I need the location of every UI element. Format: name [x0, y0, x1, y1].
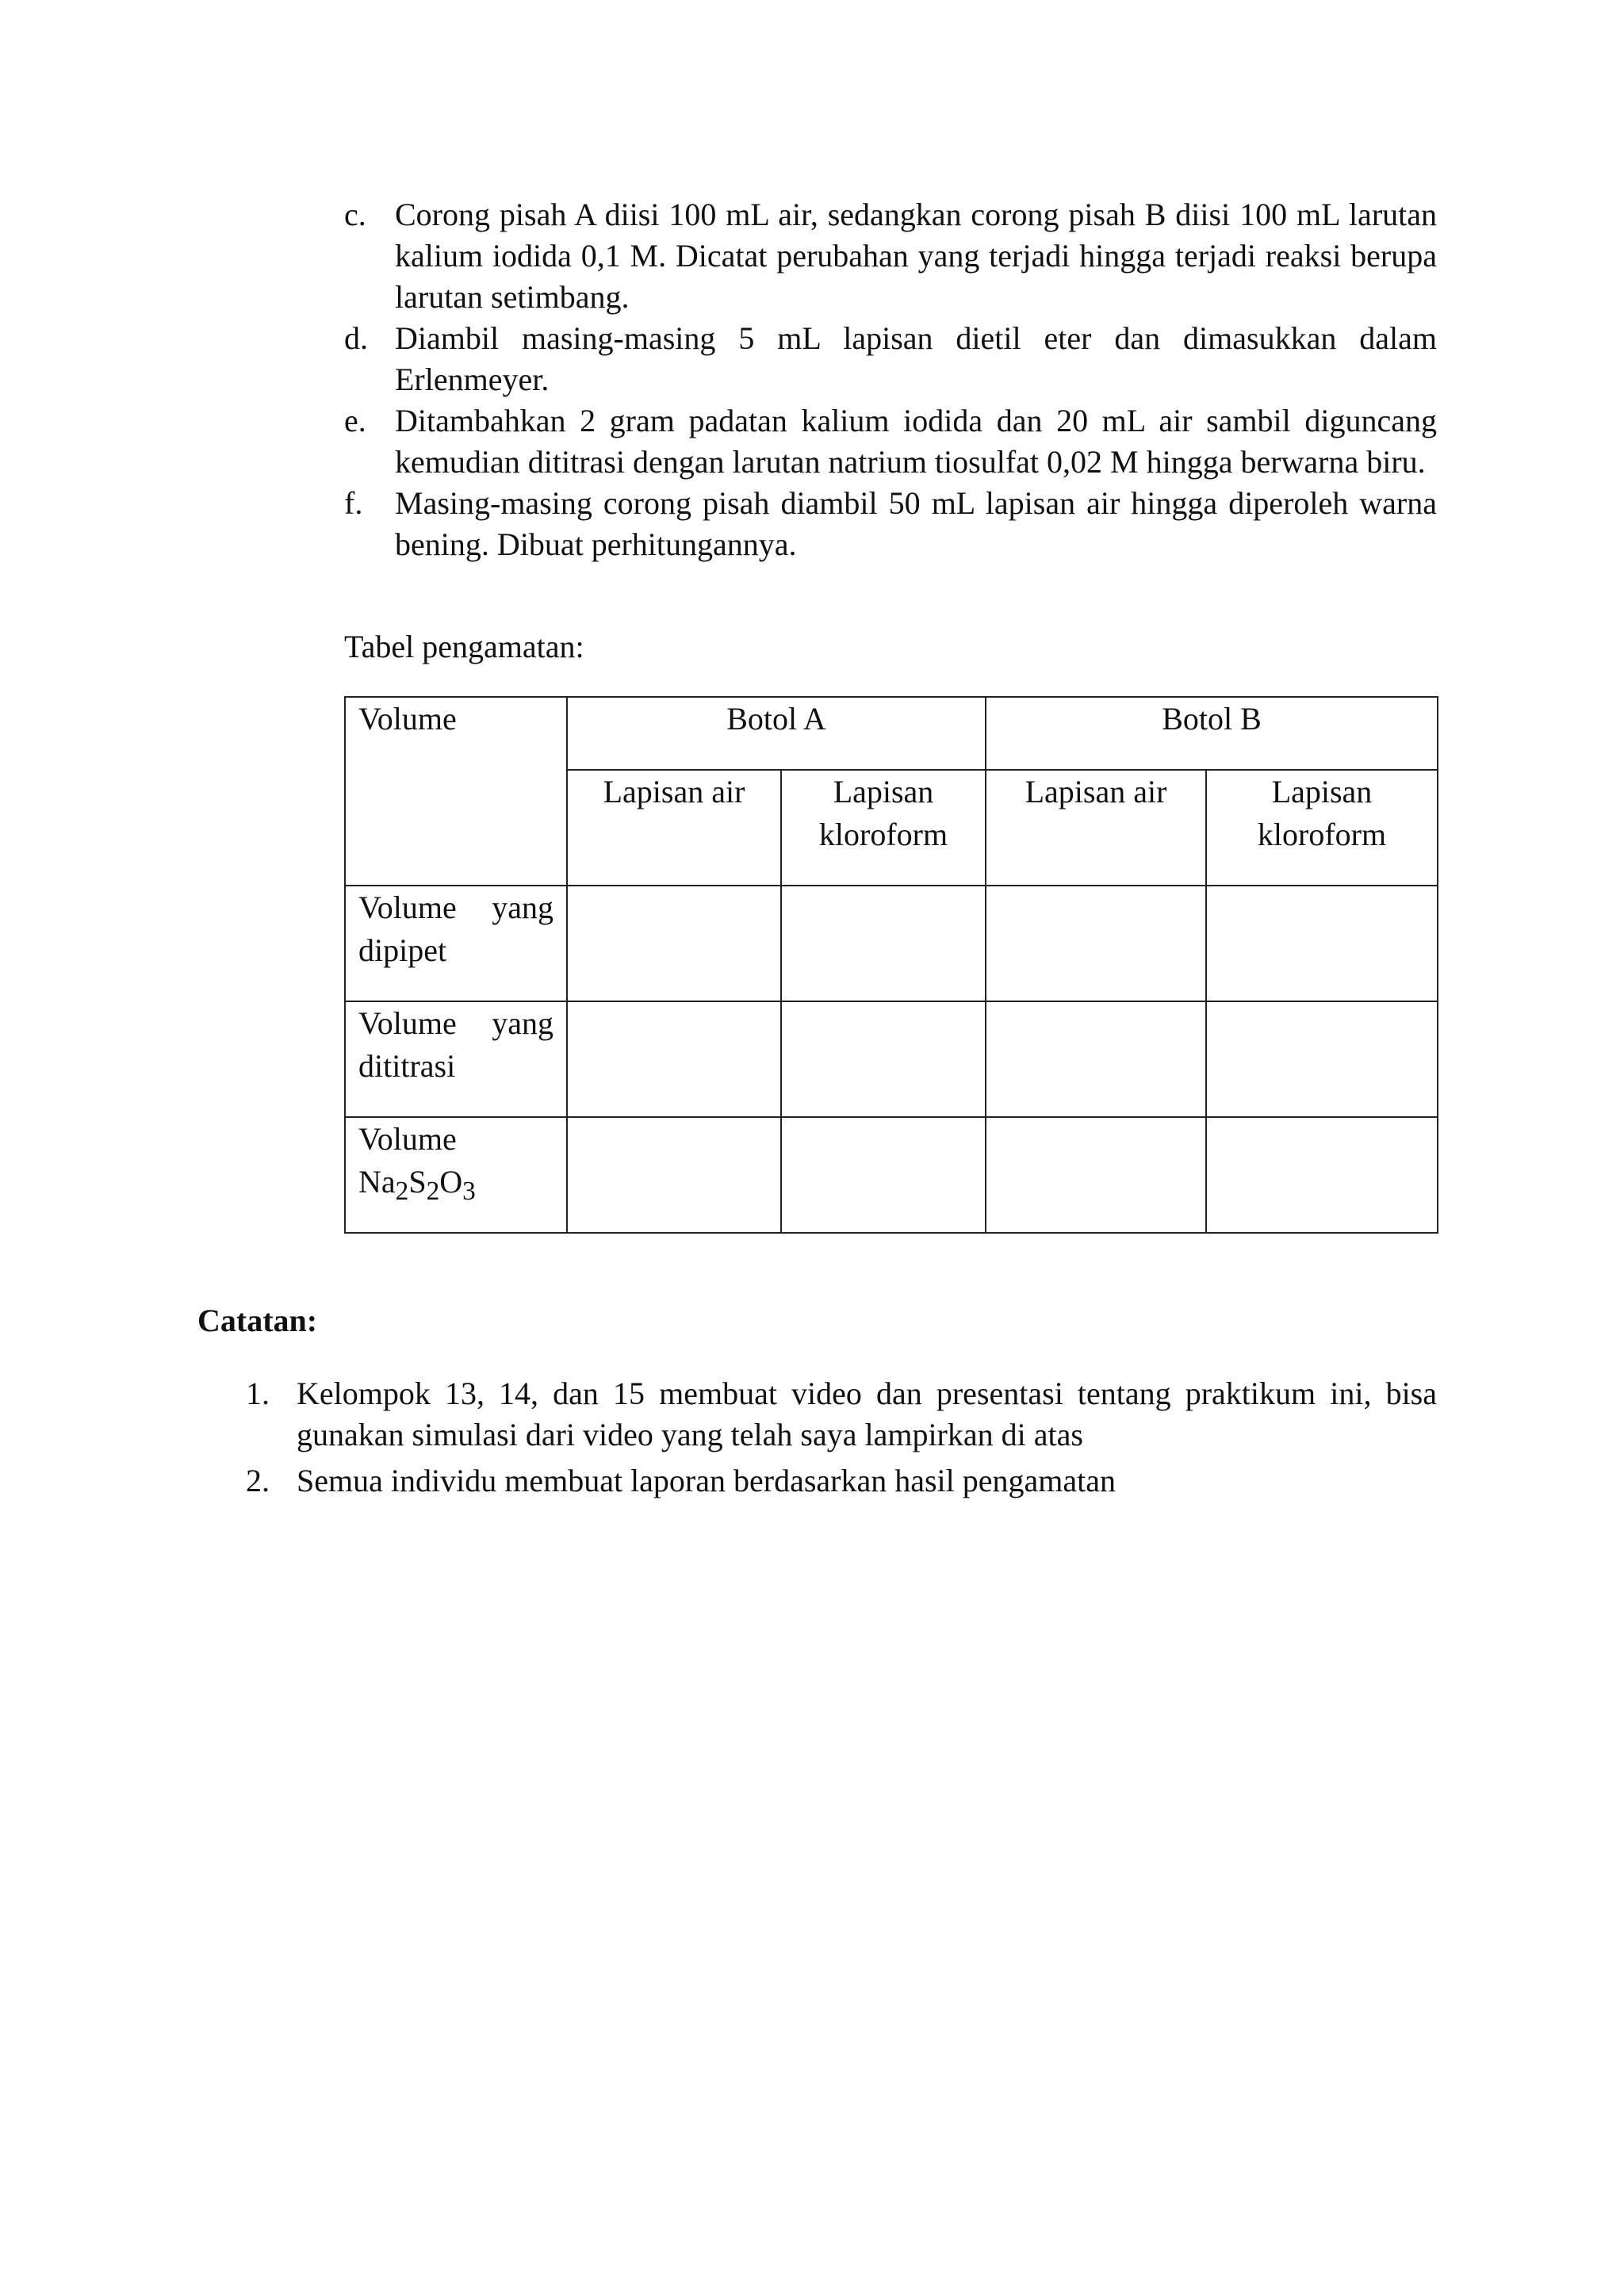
corner-header: Volume — [358, 701, 457, 737]
step-text: Diambil masing-masing 5 mL lapisan dietil eter dan dimasukkan dalam Erlenmeyer. — [395, 320, 1437, 397]
row-label: Volume yang dititrasi — [358, 1005, 553, 1084]
group-header-botol-a: Botol A — [567, 697, 986, 770]
procedure-list — [344, 194, 1437, 565]
table-row — [345, 886, 1438, 1001]
step-marker: c. — [344, 197, 366, 232]
observation-table — [344, 696, 1438, 1234]
procedure-step-c — [344, 194, 1437, 318]
table-cell — [986, 886, 1206, 1001]
note-text: Kelompok 13, 14, dan 15 membuat video dan presentasi tentang praktikum ini, bisa gunakan simulasi dari video yang telah saya lampirkan di atas — [297, 1376, 1437, 1452]
step-marker: d. — [344, 320, 368, 356]
subheader-cell: Lapisan kloroform — [1206, 770, 1438, 886]
table-cell — [567, 1001, 781, 1117]
note-item — [246, 1373, 1437, 1456]
table-cell — [1206, 886, 1438, 1001]
table-cell — [1206, 1117, 1438, 1233]
table-cell — [986, 1117, 1206, 1233]
note-item — [246, 1460, 1437, 1502]
notes-list — [246, 1373, 1437, 1506]
procedure-step-f — [344, 483, 1437, 565]
note-marker: 1. — [246, 1376, 270, 1411]
table-caption: Tabel pengamatan: — [344, 629, 584, 664]
row-label-cell — [345, 1117, 567, 1233]
note-marker: 2. — [246, 1463, 270, 1498]
subheader-cell: Lapisan kloroform — [781, 770, 986, 886]
table-cell — [781, 886, 986, 1001]
table-cell — [567, 1117, 781, 1233]
table-cell — [781, 1001, 986, 1117]
row-label-cell — [345, 886, 567, 1001]
step-marker: e. — [344, 403, 366, 438]
table-cell — [986, 1001, 1206, 1117]
row-label-cell — [345, 1001, 567, 1117]
subheader-cell: Lapisan air — [986, 770, 1206, 886]
corner-header-cell — [345, 697, 567, 886]
notes-heading: Catatan: — [197, 1303, 318, 1338]
table-row — [345, 1001, 1438, 1117]
step-text: Corong pisah A diisi 100 mL air, sedangkan corong pisah B diisi 100 mL larutan kalium iodida 0,1 M. Dicatat perubahan yang terjadi hingga terjadi reaksi berupa larutan setimbang. — [395, 197, 1437, 315]
table-cell — [1206, 1001, 1438, 1117]
step-marker: f. — [344, 485, 363, 521]
subheader-cell: Lapisan air — [567, 770, 781, 886]
row-label: Volume — [358, 1121, 457, 1157]
step-text: Masing-masing corong pisah diambil 50 mL lapisan air hingga diperoleh warna bening. Dibuat perhitungannya. — [395, 485, 1437, 562]
table-cell — [567, 886, 781, 1001]
table-row — [345, 1117, 1438, 1233]
row-label: Volume yang dipipet — [358, 890, 553, 968]
group-header-botol-b: Botol B — [986, 697, 1438, 770]
note-text: Semua individu membuat laporan berdasarkan hasil pengamatan — [297, 1463, 1116, 1498]
procedure-step-e — [344, 400, 1437, 483]
step-text: Ditambahkan 2 gram padatan kalium iodida dan 20 mL air sambil diguncang kemudian dititrasi dengan larutan natrium tiosulfat 0,02 M hingga berwarna biru. — [395, 403, 1437, 480]
procedure-step-d — [344, 318, 1437, 400]
table-cell — [781, 1117, 986, 1233]
table-header-row — [345, 697, 1438, 770]
chemical-formula: $Na_2S_2O_3$ — [358, 1164, 476, 1206]
